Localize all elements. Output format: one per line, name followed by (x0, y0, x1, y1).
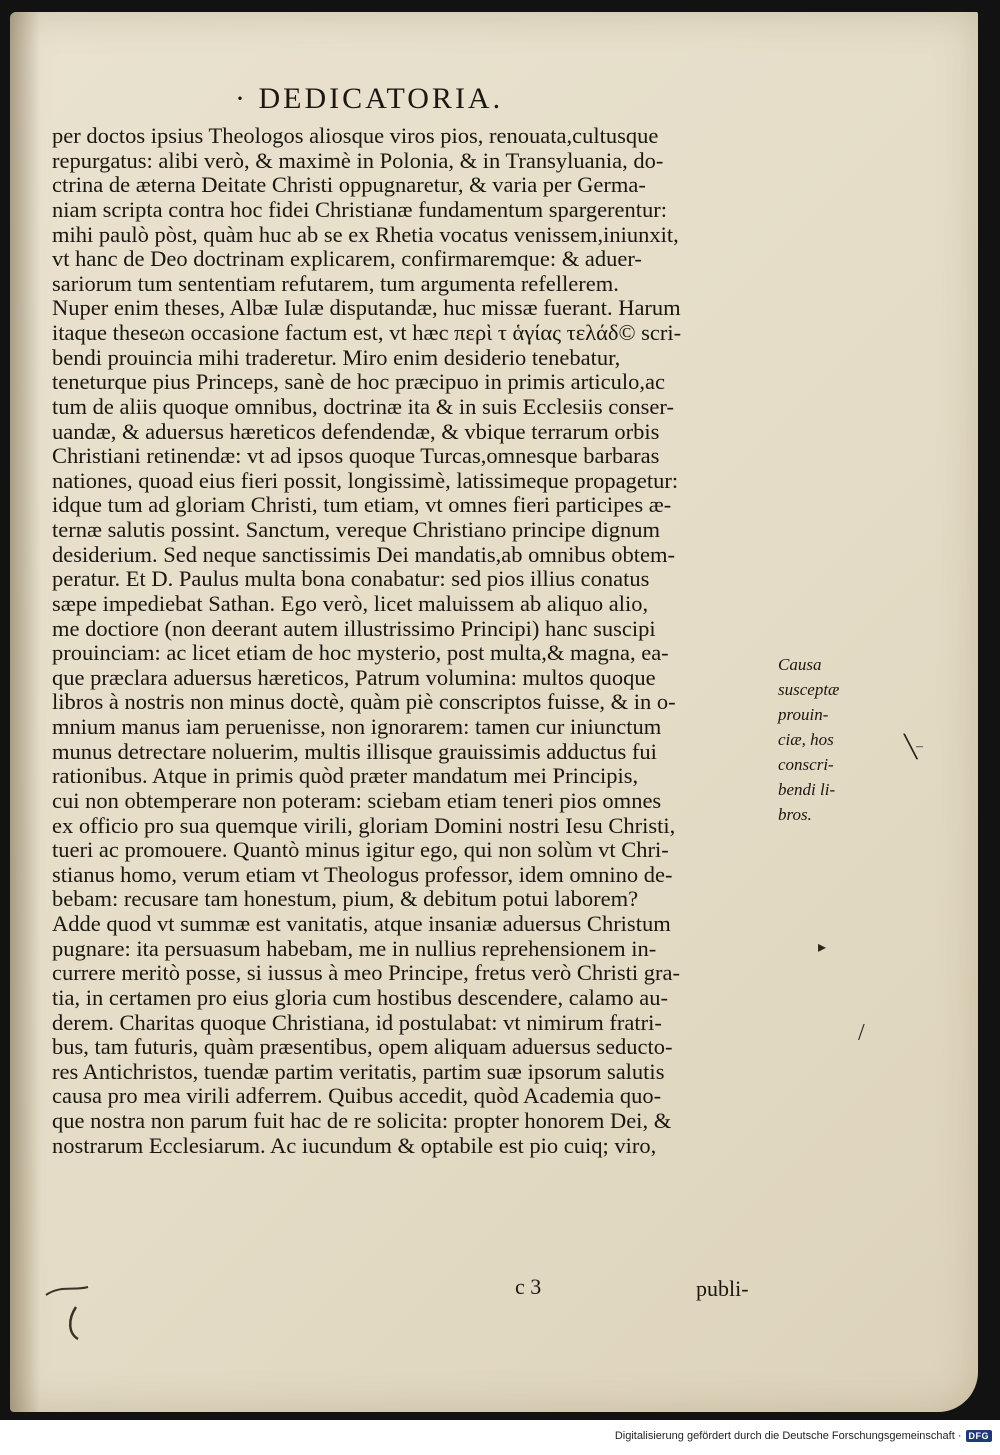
marginal-line: bendi li- (778, 780, 836, 799)
marginal-line: prouin- (778, 705, 829, 724)
text-line: vt hanc de Deo doctrinam explicarem, confirmaremque: & aduer- (52, 246, 642, 272)
text-line: Adde quod vt summæ est vanitatis, atque insaniæ aduersus Christum (52, 911, 671, 936)
text-line: per doctos ipsius Theologos aliosque viros pios, renouata,cultusque (52, 123, 659, 148)
text-line: cui non obtemperare non poteram: sciebam etiam teneri pios omnes (52, 787, 662, 813)
footer-text: Digitalisierung gefördert durch die Deutsche Forschungsgemeinschaft · (614, 1430, 962, 1442)
text-line: Nuper enim theses, Albæ Iulæ disputandæ, huc missæ fuerant. Harum (52, 295, 681, 321)
text-line: teneturque pius Princeps, sanè de hoc præcipuo in primis articulo,ac (52, 369, 665, 395)
text-line: libros à nostris non minus doctè, quàm piè conscriptos fuisse, & in o- (52, 689, 676, 715)
text-line: niam scripta contra hoc fidei Christianæ fundamentum spargerentur: (52, 196, 668, 222)
text-line: peratur. Et D. Paulus multa bona conabatur: sed pios illius conatus (52, 566, 650, 592)
running-head: · DEDICATORIA. (235, 82, 504, 115)
text-line: mihi paulò pòst, quàm huc ab se ex Rhetia vocatus venissem,iniunxit, (52, 221, 679, 247)
signature-mark: c 3 (515, 1274, 542, 1299)
ink-mark-icon: / (858, 1020, 865, 1046)
text-line: ex officio pro sua quemque virili, gloriam Domini nostri Iesu Christi, (52, 812, 676, 838)
text-line: Christiani retinendæ: vt ad ipsos quoque Turcas,omnesque barbaras (52, 443, 660, 469)
text-line: tia, in certamen pro eius gloria cum hostibus descendere, calamo au- (52, 984, 669, 1010)
text-line: munus detrectare noluerim, multis illisque grauissimis adductus fui (52, 738, 657, 764)
text-line: uandæ, & aduersus hæreticos defendendæ, & vbique terrarum orbis (52, 418, 660, 444)
handwritten-stroke-icon (38, 1267, 128, 1357)
marginal-line: bros. (778, 805, 812, 824)
text-line: itaque theseωn occasione factum est, vt hæc περὶ τ ἁγίας τελάδ© scri- (52, 320, 682, 345)
marginal-line: conscri- (778, 755, 834, 774)
book-page (10, 12, 978, 1412)
text-line: ternæ salutis possint. Sanctum, vereque Christiano principe dignum (52, 517, 661, 542)
catchword: publi- (696, 1276, 749, 1301)
text-line: bus, tam futuris, quàm præsentibus, opem aliquam aduersus seducto- (52, 1034, 673, 1060)
text-line: currere meritò posse, si iussus à meo Principe, fretus verò Christi gra- (52, 960, 680, 986)
text-line: tueri ac promouere. Quantò minus igitur ego, qui non solùm vt Chri- (52, 837, 669, 863)
text-line: prouinciam: ac licet etiam de hoc mysterio, post multa,& magna, ea- (52, 640, 669, 666)
body-text (52, 124, 782, 1158)
text-line: pugnare: ita persuasum habebam, me in nullius reprehensionem in- (52, 935, 657, 961)
text-line: me doctiore (non deerant autem illustrissimo Principi) hanc suscipi (52, 615, 656, 641)
text-line: tum de aliis quoque omnibus, doctrinæ ita & in suis Ecclesiis conser- (52, 393, 674, 419)
text-line: sariorum tum sententiam refutarem, tum argumenta refellerem. (52, 270, 619, 296)
text-line: rationibus. Atque in primis quòd præter mandatum mei Principis, (52, 763, 639, 789)
text-line: bendi prouincia mihi traderetur. Miro enim desiderio tenebatur, (52, 344, 621, 370)
ink-mark-icon: ▸ (818, 939, 827, 956)
text-line: mnium manus iam peruenisse, non ignorarem: tamen cur iniunctum (52, 714, 662, 739)
text-line: nationes, quoad eius fieri possit, longissimè, latissimeque propagetur: (52, 467, 679, 493)
ink-mark-icon: ╲ (904, 734, 918, 759)
text-line: nostrarum Ecclesiarum. Ac iucundum & optabile est pio cuiq; viro, (52, 1132, 657, 1158)
text-line: que nostra non parum fuit hac de re solicita: propter honorem Dei, & (52, 1108, 672, 1133)
text-line: desiderium. Sed neque sanctissimis Dei mandatis,ab omnibus obtem- (52, 541, 676, 567)
marginal-note (778, 652, 848, 827)
text-line: que præclara aduersus hæreticos, Patrum volumina: multos quoque (52, 664, 656, 690)
dfg-logo-icon: DFG (966, 1430, 993, 1442)
digitization-footer (615, 1430, 992, 1442)
text-line: derem. Charitas quoque Christiana, id postulabat: vt nimirum fratri- (52, 1009, 662, 1035)
text-line: ctrina de æterna Deitate Christi oppugnaretur, & varia per Germa- (52, 172, 646, 198)
text-line: bebam: recusare tam honestum, pium, & debitum potui laborem? (52, 886, 639, 912)
text-line: causa pro mea virili adferrem. Quibus accedit, quòd Academia quo- (52, 1083, 662, 1109)
text-line: stianus homo, verum etiam vt Theologus professor, idem omnino de- (52, 861, 673, 887)
marginal-line: susceptæ (778, 680, 840, 699)
text-line: idque tum ad gloriam Christi, tum etiam, vt omnes fieri participes æ- (52, 492, 672, 518)
text-line: res Antichristos, tuendæ partim veritatis, partim suæ ipsorum salutis (52, 1058, 665, 1084)
text-line: sæpe impediebat Sathan. Ego verò, licet maluissem ab aliquo alio, (52, 590, 649, 616)
ink-mark-icon: – (916, 739, 923, 754)
marginal-line: Causa (778, 655, 822, 674)
marginal-line: ciæ, hos (778, 730, 834, 749)
text-line: repurgatus: alibi verò, & maximè in Polonia, & in Transyluania, do- (52, 147, 664, 173)
